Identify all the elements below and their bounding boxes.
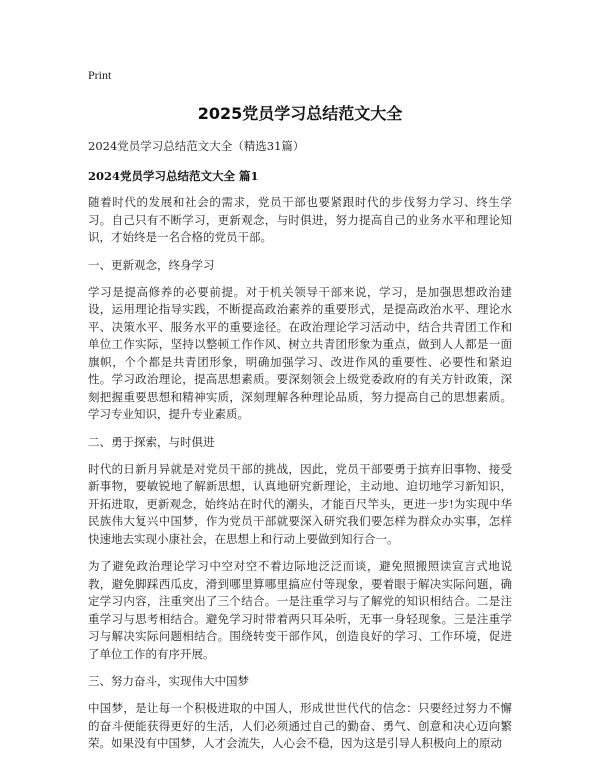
print-label[interactable]: Print	[88, 68, 112, 82]
paragraph: 学习是提高修养的必要前提。对于机关领导干部来说，学习，是加强思想政治建设，运用理论指导实践，不断提高政治素养的重要形式，是提高政治水平、理论水平、决策水平、服务水平的重要途径。在政治理论学习活动中，结合共青团工作和单位工作实际，坚持以整顿工作作风、树立共青团形象为重点，做到人人都是一面旗帜，个个都是共青团形象，明确加强学习、改进作风的重要性、必要性和紧迫性。学习政治理论，提高思想素质。要深刻领会上级党委政府的有关方针政策，深刻把握重要思想和精神实质，深刻理解各种理论品质，努力提高自己的思想素质。学习专业知识，提升专业素质。	[88, 284, 512, 421]
paragraph: 随着时代的发展和社会的需求，党员干部也要紧跟时代的步伐努力学习、终生学习。自己只有不断学习，更新观念，与时俱进，努力提高自己的业务水平和理论知识，才始终是一名合格的党员干部。	[88, 195, 512, 244]
document-title: 2025党员学习总结范文大全	[197, 104, 403, 123]
section-heading: 二、勇于探索，与时俱进	[88, 434, 215, 449]
paragraph: 中国梦，是让每一个积极进取的中国人，形成世世代代的信念：只要经过努力不懈的奋斗便能获得更好的生活，人们必须通过自己的勤奋、勇气、创意和决心迈向繁荣。如果没有中国梦，人才会流失，人心会不稳，因为这是引导人积极向上的原动	[88, 701, 512, 750]
paragraph: 为了避免政治理论学习中空对空不着边际地泛泛而谈，避免照搬照读宣言式地说教，避免脚踩西瓜皮，滑到哪里算哪里搞应付等现象，要着眼于解决实际问题，确定学习内容，注重突出了三个结合。一是注重学习与了解党的知识相结合。二是注重学习与思考相结合。避免学习时带着两只耳朵听，无事一身轻现象。三是注重学习与解决实际问题相结合。围绕转变干部作风，创造良好的学习、工作环境，促进了单位工作的有序开展。	[88, 559, 512, 661]
document-subtitle: 2024党员学习总结范文大全（精选31篇）	[88, 139, 305, 153]
section-heading: 一、更新观念，终身学习	[88, 257, 215, 272]
paragraph: 时代的日新月异就是对党员干部的挑战，因此，党员干部要勇于摈弃旧事物、接受新事物，要敏锐地了解新思想，认真地研究新理论，主动地、迫切地学习新知识，开拓进取，更新观念，始终站在时代的潮头，才能百尺竿头，更进一步!为实现中华民族伟大复兴中国梦，作为党员干部就要深入研究我们要怎样为群众办实事，怎样快速地去实现小康社会，在思想上和行动上要做到知行合一。	[88, 461, 512, 546]
section-heading: 三、努力奋斗，实现伟大中国梦	[88, 674, 249, 688]
document-body	[88, 194, 512, 753]
section-title: 2024党员学习总结范文大全 篇1	[88, 169, 259, 183]
